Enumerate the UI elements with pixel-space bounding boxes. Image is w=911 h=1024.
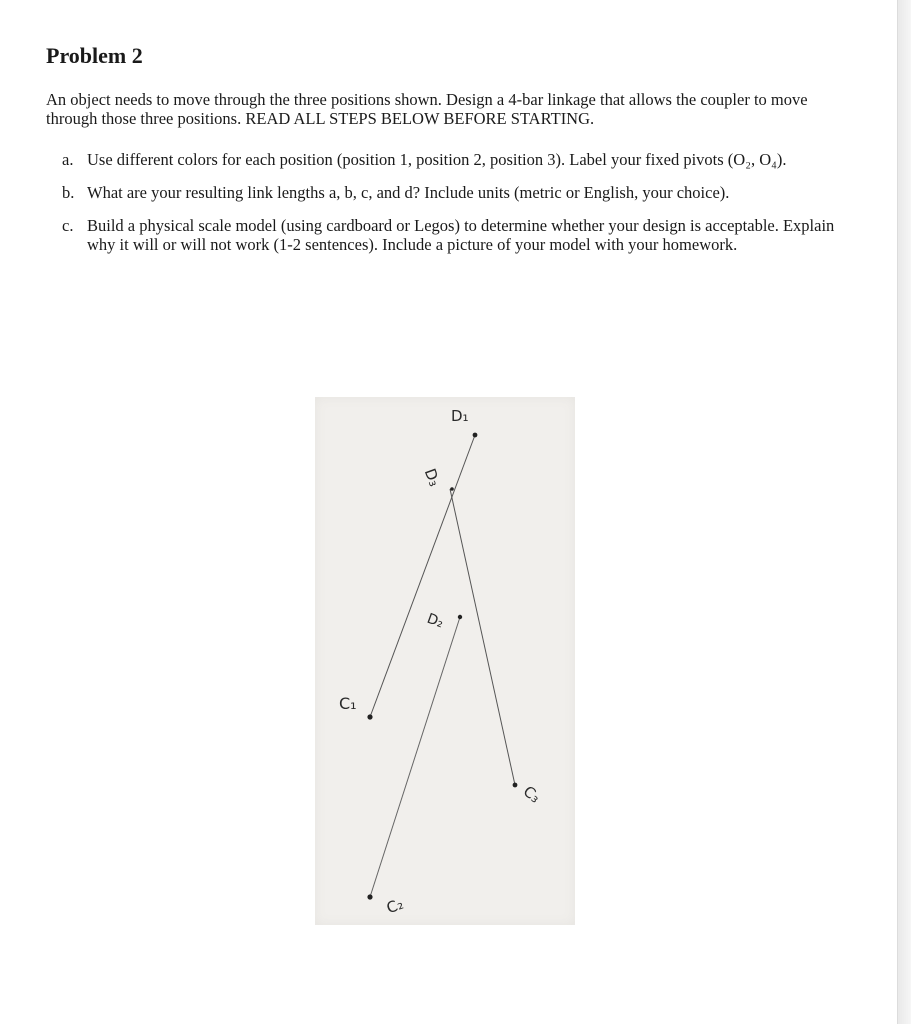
steps-list — [62, 150, 848, 268]
problem-title: Problem 2 — [46, 43, 143, 68]
step-a-text: Use different colors for each position (position 1, position 2, position 3). Label your fixed pivots (O₂, O₄). — [87, 150, 787, 169]
step-c-text: Build a physical scale model (using cardboard or Legos) to determine whether your design is acceptable. Explain why it will or will not work (1-2 sentences). Include a picture of your model with your homework. — [87, 216, 835, 254]
positions-figure — [315, 397, 575, 925]
label-c2: C₂ — [384, 894, 406, 918]
step-a — [62, 150, 848, 169]
point-c3 — [513, 783, 518, 788]
point-d1 — [473, 433, 478, 438]
label-d1: D₁ — [451, 407, 469, 425]
positions-drawing — [315, 397, 575, 925]
label-d2: D₂ — [424, 610, 446, 632]
coupler-line-position-2 — [370, 617, 460, 897]
label-d3: D₃ — [420, 466, 444, 489]
page-edge — [897, 0, 911, 1024]
point-d3 — [450, 487, 454, 491]
coupler-line-position-1 — [370, 435, 475, 717]
step-b — [62, 183, 848, 202]
step-c — [62, 216, 848, 254]
coupler-line-position-3 — [450, 489, 515, 785]
point-c1 — [367, 714, 372, 719]
problem-intro: An object needs to move through the three positions shown. Design a 4-bar linkage that allows the coupler to move through those three positions. READ ALL STEPS BELOW BEFORE STARTING. — [46, 90, 808, 128]
point-d2 — [458, 615, 462, 619]
label-c3: C₃ — [519, 782, 544, 807]
step-b-text: What are your resulting link lengths a, b, c, and d? Include units (metric or English, your choice). — [87, 183, 730, 202]
step-c-marker: c. — [62, 216, 74, 235]
label-c1: C₁ — [339, 694, 357, 713]
point-c2 — [367, 894, 372, 899]
step-a-marker: a. — [62, 150, 74, 169]
step-b-marker: b. — [62, 183, 75, 202]
